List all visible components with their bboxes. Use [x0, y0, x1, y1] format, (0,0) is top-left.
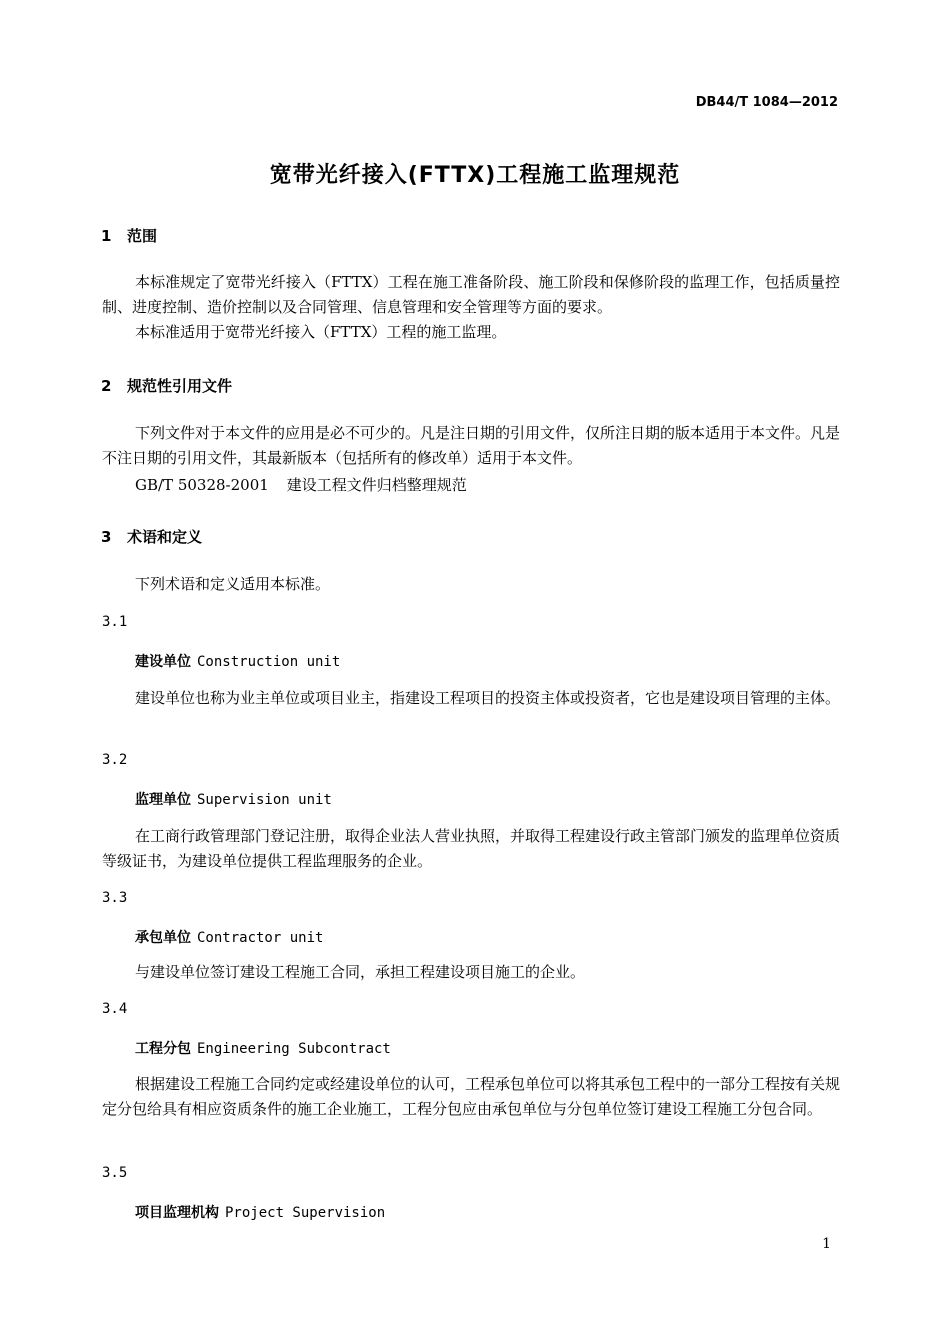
- term-en: Project Supervision: [225, 1205, 386, 1221]
- section-number: 3: [101, 528, 112, 546]
- section-number: 1: [101, 227, 112, 245]
- section-heading: [101, 375, 232, 396]
- term-en: Construction unit: [197, 654, 341, 670]
- clause-number: 3.4: [102, 1001, 128, 1017]
- term-zh: 承包单位: [135, 930, 191, 946]
- paragraph: 下列术语和定义适用本标准。: [135, 575, 331, 593]
- term-heading: [135, 927, 323, 947]
- section-title: 范围: [127, 227, 158, 245]
- section-number: 2: [101, 377, 112, 395]
- term-zh: 监理单位: [135, 792, 191, 808]
- normative-reference: [135, 474, 467, 495]
- term-heading: [135, 1202, 385, 1222]
- term-en: Contractor unit: [197, 930, 324, 946]
- section-title: 术语和定义: [127, 528, 203, 546]
- clause-number: 3.3: [102, 890, 128, 906]
- term-heading: [135, 651, 340, 671]
- page-number: 1: [822, 1236, 831, 1252]
- paragraph: 下列文件对于本文件的应用是必不可少的。凡是注日期的引用文件，仅所注日期的版本适用于本文件。凡是不注日期的引用文件，其最新版本（包括所有的修改单）适用于本文件。: [102, 424, 841, 467]
- term-zh: 工程分包: [135, 1041, 191, 1057]
- term-en: Supervision unit: [197, 792, 332, 808]
- term-definition: 建设单位也称为业主单位或项目业主，指建设工程项目的投资主体或投资者，它也是建设项目管理的主体。: [135, 689, 841, 707]
- standard-code: DB44/T 1084—2012: [695, 95, 838, 110]
- term-definition: 在工商行政管理部门登记注册，取得企业法人营业执照，并取得工程建设行政主管部门颁发的监理单位资质等级证书，为建设单位提供工程监理服务的企业。: [102, 827, 841, 870]
- paragraph: 本标准规定了宽带光纤接入（FTTX）工程在施工准备阶段、施工阶段和保修阶段的监理工作，包括质量控制、进度控制、造价控制以及合同管理、信息管理和安全管理等方面的要求。: [102, 273, 840, 316]
- document-title: 宽带光纤接入(FTTX)工程施工监理规范: [269, 163, 681, 188]
- term-heading: [135, 789, 332, 809]
- term-definition: 与建设单位签订建设工程施工合同，承担工程建设项目施工的企业。: [135, 963, 586, 981]
- paragraph: 本标准适用于宽带光纤接入（FTTX）工程的施工监理。: [135, 323, 507, 341]
- term-zh: 建设单位: [135, 654, 191, 670]
- clause-number: 3.5: [102, 1165, 128, 1181]
- section-heading: [101, 526, 202, 547]
- term-en: Engineering Subcontract: [197, 1041, 391, 1057]
- section-title: 规范性引用文件: [127, 377, 233, 395]
- term-heading: [135, 1038, 391, 1058]
- clause-number: 3.2: [102, 752, 128, 768]
- clause-number: 3.1: [102, 614, 128, 630]
- reference-code: GB/T 50328-2001: [135, 476, 269, 494]
- reference-title: 建设工程文件归档整理规范: [286, 476, 467, 494]
- term-definition: 根据建设工程施工合同约定或经建设单位的认可，工程承包单位可以将其承包工程中的一部分工程按有关规定分包给具有相应资质条件的施工企业施工，工程分包应由承包单位与分包单位签订建设工程施工分包合同。: [102, 1075, 841, 1118]
- section-heading: [101, 225, 157, 246]
- term-zh: 项目监理机构: [135, 1205, 219, 1221]
